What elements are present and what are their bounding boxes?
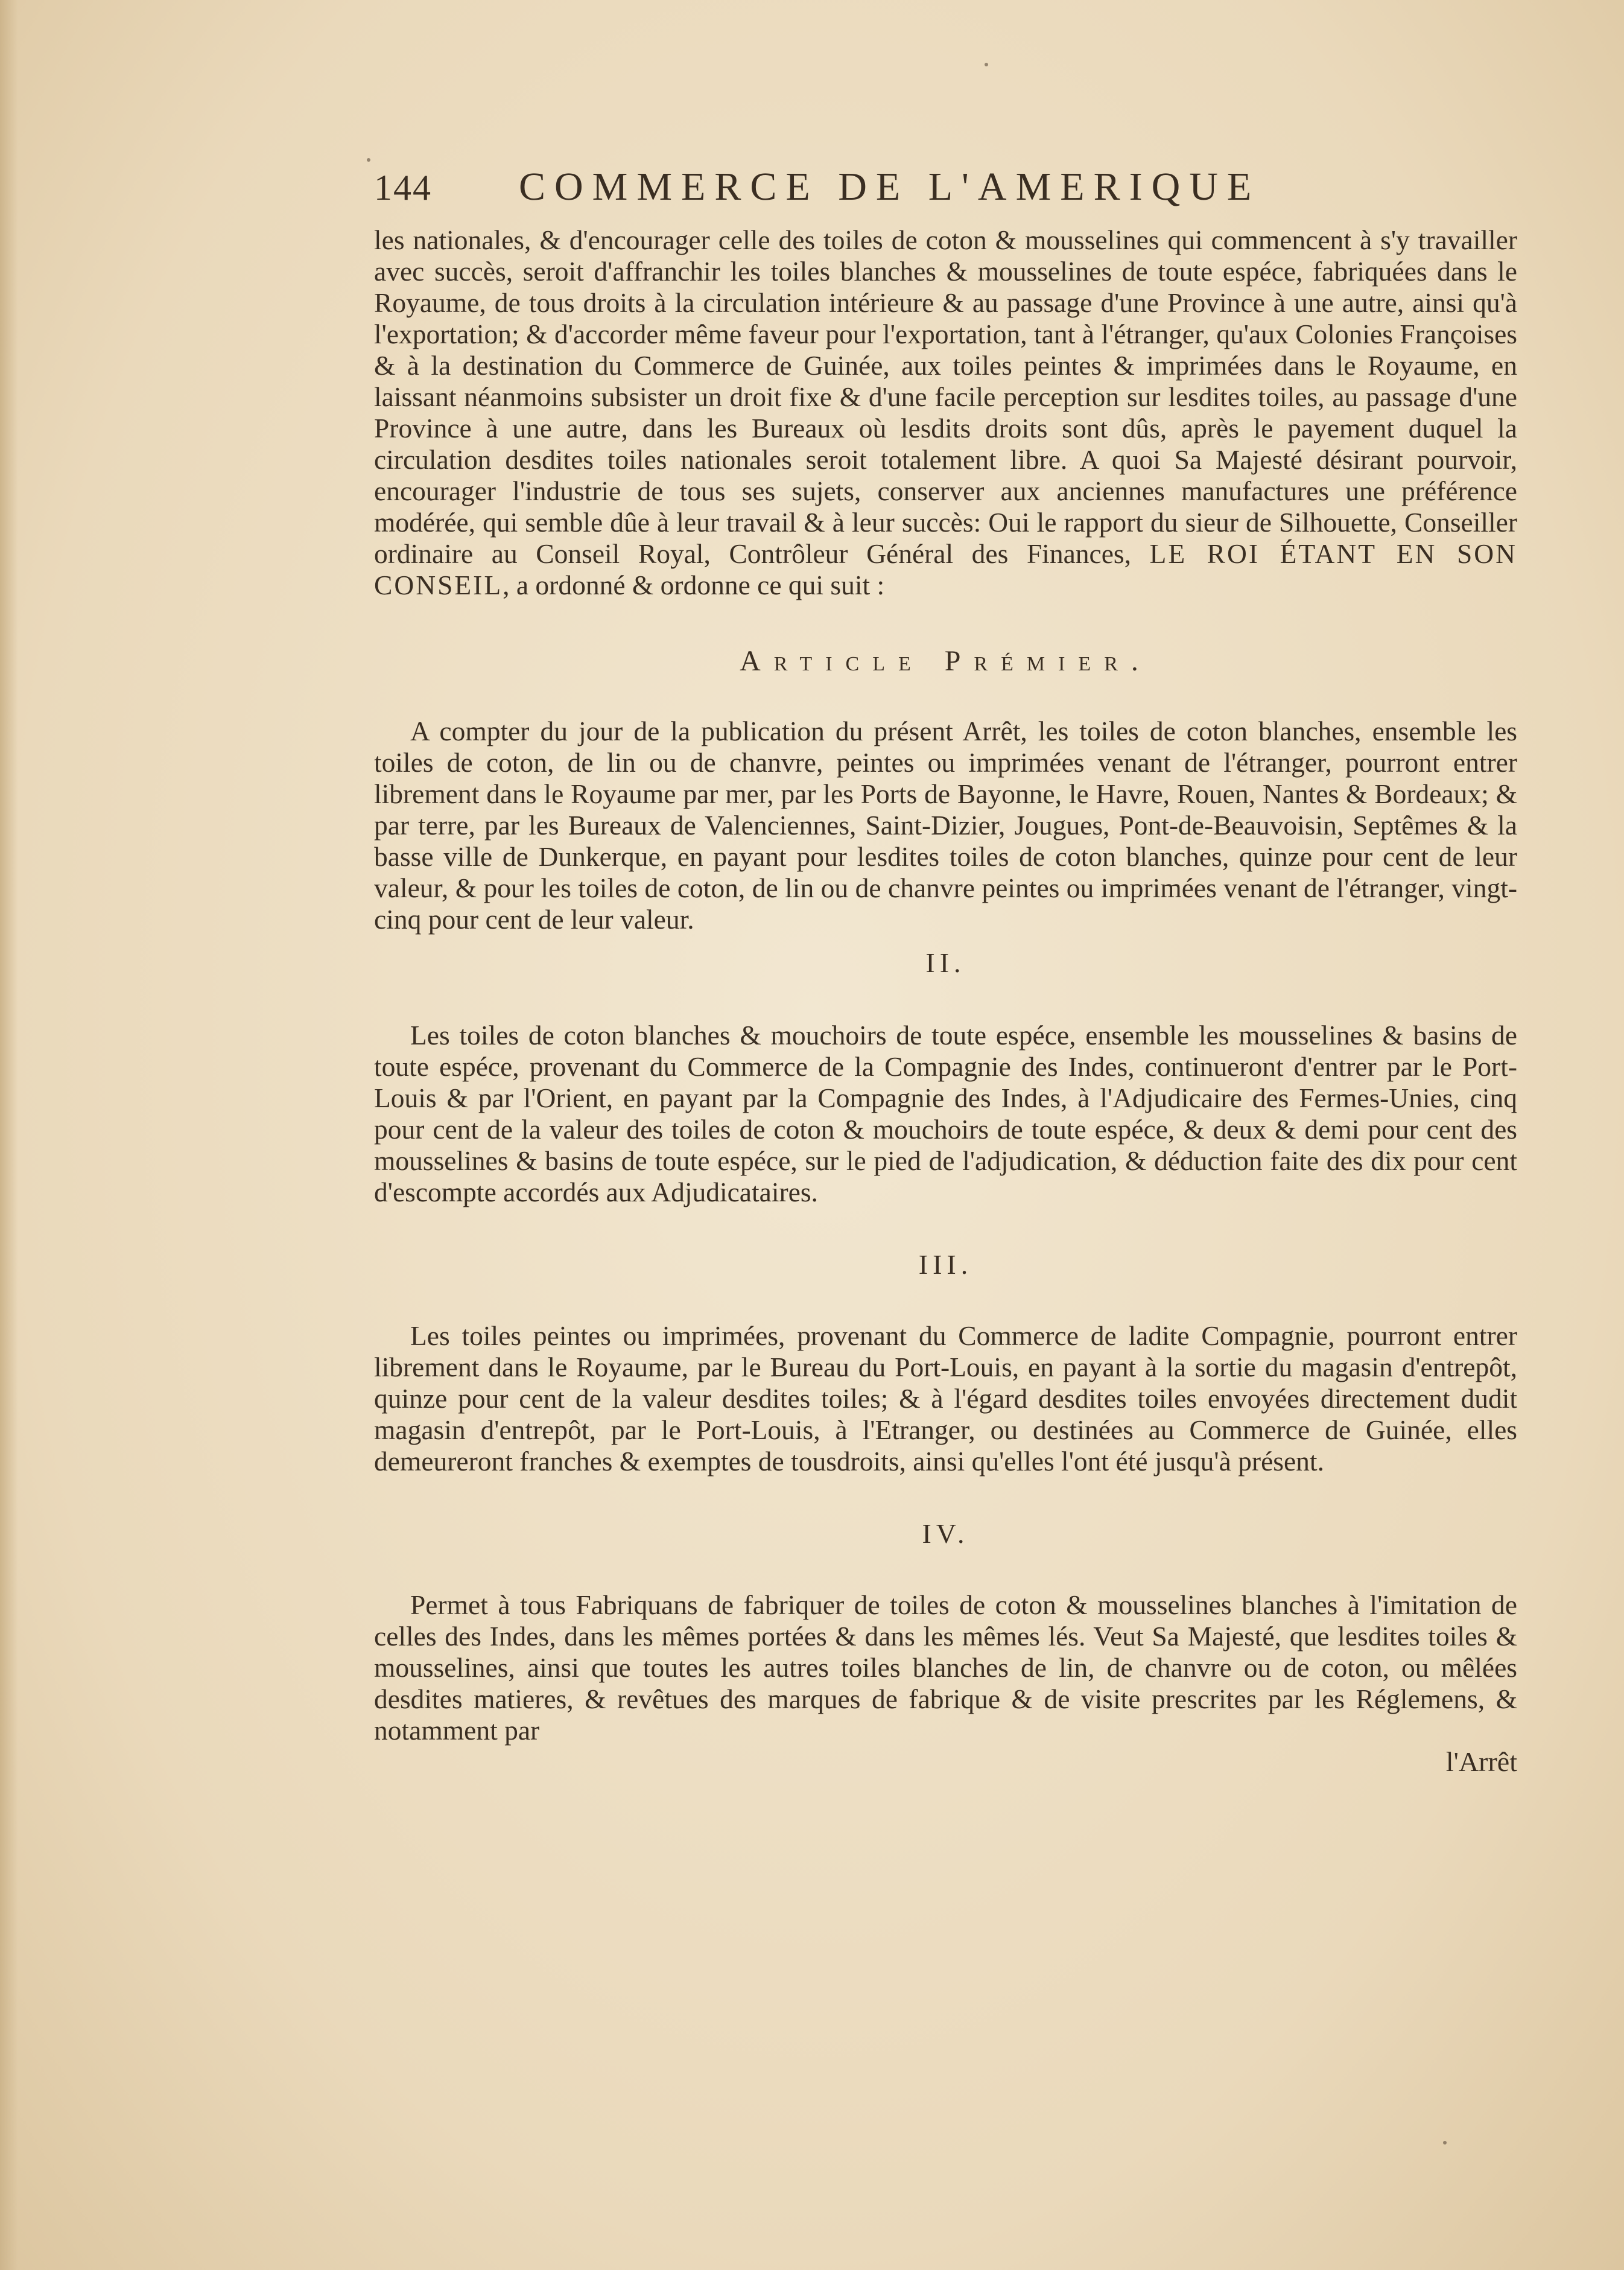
intro-text-after: , a ordonné & ordonne ce qui suit : <box>503 570 885 600</box>
ink-speck <box>985 63 988 66</box>
article-2-text: Les toiles de coton blanches & mouchoirs de toute espéce, ensemble les mousselines & basins de toute espéce, provenant du Commerce de la Compagnie des Indes, continueront d'entrer par le Port-Louis & par l'Orient, en payant par la Compagnie des Indes, à l'Adjudicaire des Fermes-Unies, cinq pour cent de la valeur des toiles de coton & mouchoirs de toute espéce, & deux & demi pour cent des mousselines & basins de toute espéce, sur le pied de l'adjudication, & déduction faite des dix pour cent d'escompte accordés aux Adjudicataires. <box>374 1020 1517 1207</box>
running-head <box>374 164 1517 224</box>
article-4-number: IV. <box>922 1518 969 1549</box>
intro-text-before: les nationales, & d'encourager celle des toiles de coton & mousselines qui commencent à s'y travailler avec succès, seroit d'affranchir les toiles blanches & mousselines de toute espéce, fabriquées dans le Royaume, de tous droits à la circulation intérieure & au passage d'une Province à une autre, ainsi qu'à l'exportation; & d'accorder même faveur pour l'exportation, tant à l'étranger, qu'aux Colonies Françoises & à la destination du Commerce de Guinée, aux toiles peintes & imprimées dans le Royaume, en laissant néanmoins subsister un droit fixe & d'une facile perception sur lesdites toiles, au passage d'une Province à une autre, dans les Bureaux où lesdits droits sont dûs, après le payement duquel la circulation desdites toiles nationales seroit totalement libre. A quoi Sa Majesté désirant pourvoir, encourager l'industrie de tous ses sujets, conserver aux anciennes manufactures une préférence modérée, qui semble dûe à leur travail & à leur succès: Oui le rapport du sieur de Silhouette, Conseiller ordinaire au Conseil Royal, Contrôleur Général des Finances, <box>374 224 1517 569</box>
king-phrase: LE ROI ÉTANT EN SON CONSEIL <box>374 538 1517 600</box>
article-3-number: III. <box>918 1249 973 1280</box>
article-1-text: A compter du jour de la publication du présent Arrêt, les toiles de coton blanches, ensemble les toiles de coton, de lin ou de chanvre, peintes ou imprimées venant de l'étranger, pourront entrer librement dans le Royaume par mer, par les Ports de Bayonne, le Havre, Rouen, Nantes & Bordeaux; & par terre, par les Bureaux de Valenciennes, Saint-Dizier, Jougues, Pont-de-Beauvoisin, Septêmes & la basse ville de Dunkerque, en payant pour lesdites toiles de coton blanches, quinze pour cent de leur valeur, & pour les toiles de coton, de lin ou de chanvre peintes ou imprimées venant de l'étranger, vingt-cinq pour cent de leur valeur. <box>374 716 1517 935</box>
page-number: 144 <box>374 168 432 208</box>
running-title: COMMERCE DE L'AMERIQUE <box>519 165 1261 209</box>
article-2-number: II. <box>925 947 966 978</box>
ink-speck <box>367 158 370 162</box>
intro-paragraph <box>374 224 1517 601</box>
article-heading: Article Prémier. <box>740 645 1152 677</box>
ink-speck <box>1443 2141 1447 2144</box>
article-3-text: Les toiles peintes ou imprimées, provenant du Commerce de ladite Compagnie, pourront entrer librement dans le Royaume, par le Bureau du Port-Louis, en payant à la sortie du magasin d'entrepôt, quinze pour cent de la valeur desdites toiles; & à l'égard desdites toiles envoyées directement dudit magasin d'entrepôt, par le Port-Louis, à l'Etranger, ou destinées au Commerce de Guinée, elles demeureront franches & exemptes de tousdroits, ainsi qu'elles l'ont été jusqu'à présent. <box>374 1320 1517 1477</box>
catchword: l'Arrêt <box>1445 1746 1517 1777</box>
page-content <box>374 164 1517 1778</box>
article-4-text: Permet à tous Fabriquans de fabriquer de toiles de coton & mousselines blanches à l'imitation de celles des Indes, dans les mêmes portées & dans les mêmes lés. Veut Sa Majesté, que lesdites toiles & mousselines, ainsi que toutes les autres toiles blanches de lin, de chanvre ou de coton, ou mêlées desdites matieres, & revêtues des marques de fabrique & de visite prescrites par les Réglemens, & notamment par <box>374 1589 1517 1746</box>
